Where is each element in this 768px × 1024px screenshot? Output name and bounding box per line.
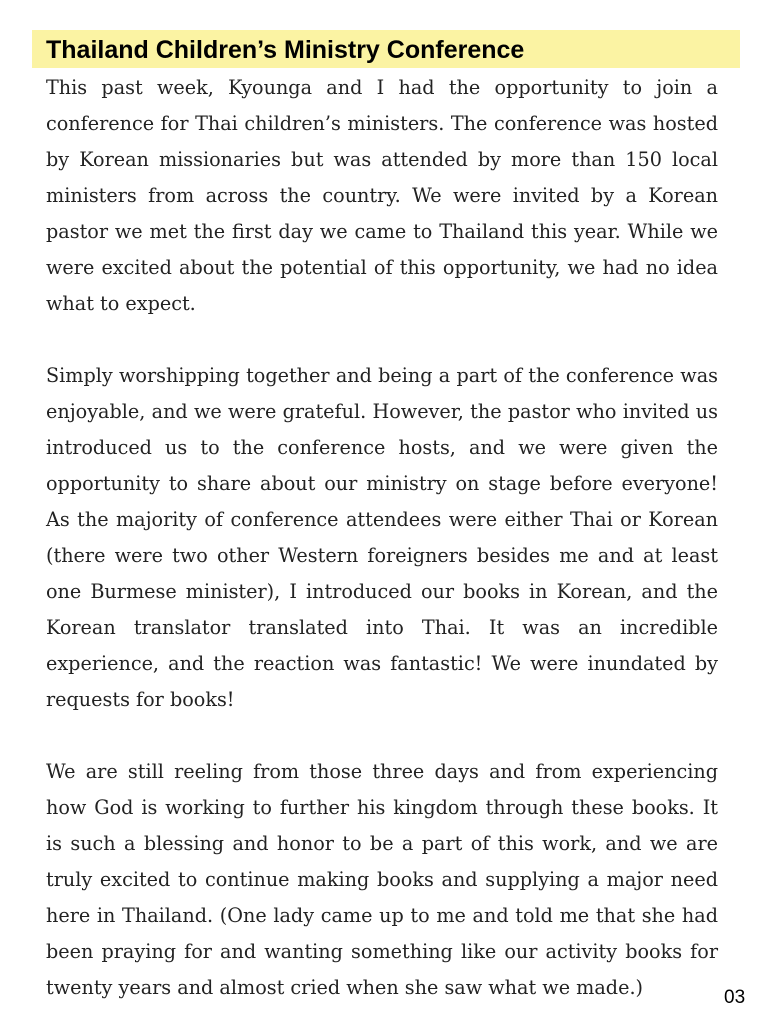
article-title: Thailand Children’s Ministry Conference	[46, 36, 525, 64]
article-body	[46, 70, 718, 1006]
page-number: 03	[724, 987, 746, 1008]
article-paragraph-2: Simply worshipping together and being a part of the conference was enjoyable, and we were grateful. However, the pastor who invited us introduced us to the conference hosts, and we were given the opportunity to share about our ministry on stage before everyone! As the majority of conference attendees were either Thai or Korean (there were two other Western foreigners besides me and at least one Burmese minister), I introduced our books in Korean, and the Korean translator translated into Thai. It was an incredible experience, and the reaction was fantastic! We were inundated by requests for books!	[46, 364, 718, 711]
article-paragraph-1: This past week, Kyounga and I had the opportunity to join a conference for Thai children’s ministers. The conference was hosted by Korean missionaries but was attended by more than 150 local ministers from across the country. We were invited by a Korean pastor we met the first day we came to Thailand this year. While we were excited about the potential of this opportunity, we had no idea what to expect.	[46, 76, 718, 315]
article-paragraph-3: We are still reeling from those three days and from experiencing how God is working to further his kingdom through these books. It is such a blessing and honor to be a part of this work, and we are truly excited to continue making books and supplying a major need here in Thailand. (One lady came up to me and told me that she had been praying for and wanting something like our activity books for twenty years and almost cried when she saw what we made.)	[46, 760, 718, 999]
